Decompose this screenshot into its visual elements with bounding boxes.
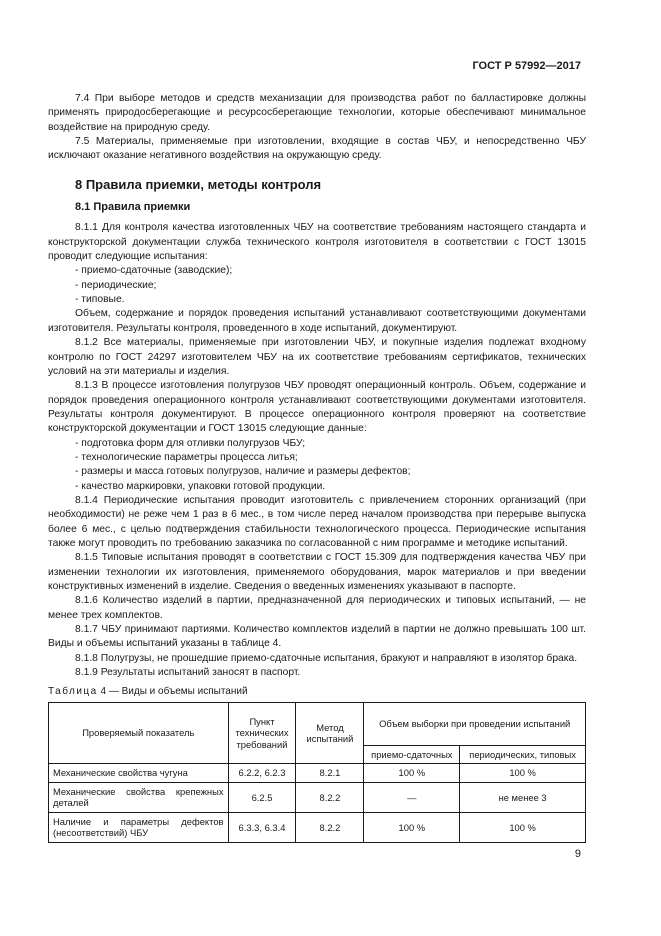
cell-periodic: 100 % [460, 812, 586, 842]
cell-acceptance: — [364, 782, 460, 812]
list-item: - технологические параметры процесса литья; [48, 451, 586, 465]
document-body [48, 92, 586, 843]
paragraph-8-1-1: 8.1.1 Для контроля качества изготовленных ЧБУ на соответствие требованиям настоящего стандарта и конструкторской документации служба технического контроля изготовителя в соответствии с ГОСТ 13015 проводит следующие испытания: [48, 222, 586, 263]
paragraph-8-1-4: 8.1.4 Периодические испытания проводит изготовитель с привлечением сторонних организаций (при необходимости) не реже чем 1 раз в 6 мес., в том числе перед началом производства при перерыве выпуска более 6 мес., с целью подтверждения стабильности технологического процесса. Периодические испытания также могут проводить по требованию заказчика по согласованной с ним программе и методике испытаний. [48, 494, 586, 549]
table-row [49, 812, 586, 842]
cell-indicator: Наличие и параметры дефектов (несоответствий) ЧБУ [49, 812, 229, 842]
list-item: - периодические; [48, 279, 586, 293]
table-caption-word: Таблица [48, 686, 98, 698]
paragraph-8-1-1-continued: Объем, содержание и порядок проведения испытаний устанавливают соответствующими документами изготовителя. Результаты контроля, проведенного в ходе испытаний, документируют. [48, 308, 586, 334]
tests-table [48, 702, 586, 843]
list-item: - типовые. [48, 293, 586, 307]
list-item: - приемо-сдаточные (заводские); [48, 264, 586, 278]
list-item: - качество маркировки, упаковки готовой продукции. [48, 480, 586, 494]
table-row [49, 764, 586, 783]
cell-clause: 6.2.5 [228, 782, 296, 812]
cell-periodic: не менее 3 [460, 782, 586, 812]
cell-clause: 6.2.2, 6.2.3 [228, 764, 296, 783]
header-clause: Пункт технических требований [228, 702, 296, 764]
header-acceptance: приемо-сдаточных [364, 745, 460, 764]
table-caption-text: 4 — Виды и объемы испытаний [100, 686, 248, 698]
table-row [49, 782, 586, 812]
table-caption [48, 685, 586, 699]
header-indicator: Проверяемый показатель [49, 702, 229, 764]
cell-periodic: 100 % [460, 764, 586, 783]
paragraph-8-1-7: 8.1.7 ЧБУ принимают партиями. Количество комплектов изделий в партии не должно превышать 100 шт. Виды и объемы испытаний указаны в таблице 4. [48, 624, 586, 650]
cell-clause: 6.3.3, 6.3.4 [228, 812, 296, 842]
paragraph-8-1-5: 8.1.5 Типовые испытания проводят в соответствии с ГОСТ 15.309 для подтверждения качества ЧБУ при изменении технологии их изготовления, применяемого оборудования, марок материалов и при введении конструктивных изменений в изделие. Сведения о введенных изменениях указывают в паспорте. [48, 552, 586, 592]
header-sample-size: Объем выборки при проведении испытаний [364, 702, 586, 745]
cell-indicator: Механические свойства чугуна [49, 764, 229, 783]
subsection-title: 8.1 Правила приемки [75, 201, 191, 214]
document-header: ГОСТ Р 57992—2017 [472, 60, 581, 72]
paragraph-8-1-6: 8.1.6 Количество изделий в партии, предназначенной для периодических и типовых испытаний, — не менее трех комплектов. [48, 595, 586, 621]
header-periodic: периодических, типовых [460, 745, 586, 764]
paragraph-7-4: 7.4 При выборе методов и средств механизации для производства работ по балластировке должны применять природосберегающие и ресурсосберегающие технологии, которые обеспечивают минимальное воздействие на природную среду. [48, 93, 586, 133]
cell-method: 8.2.1 [296, 764, 364, 783]
table-header-row [49, 702, 586, 745]
paragraph-8-1-9: 8.1.9 Результаты испытаний заносят в паспорт. [75, 667, 301, 679]
page-number: 9 [574, 848, 581, 860]
list-item: - размеры и масса готовых полугрузов, наличие и размеры дефектов; [48, 465, 586, 479]
paragraph-8-1-2: 8.1.2 Все материалы, применяемые при изготовлении ЧБУ, и покупные изделия подлежат входному контролю по ГОСТ 24297 изготовителем ЧБУ на их соответствие требованиям сертификатов, технических условий на эти материалы и изделия. [48, 337, 586, 377]
section-title: 8 Правила приемки, методы контроля [75, 176, 322, 192]
cell-method: 8.2.2 [296, 812, 364, 842]
list-item: - подготовка форм для отливки полугрузов ЧБУ; [48, 437, 586, 451]
paragraph-8-1-3: 8.1.3 В процессе изготовления полугрузов ЧБУ проводят операционный контроль. Объем, содержание и порядок проведения операционного контроля устанавливают соответствующими документами изготовителя. Результаты контроля документируют. В процессе операционного контроля проверяют на соответствие конструкторской документации и ГОСТ 13015 следующие данные: [48, 380, 586, 435]
cell-indicator: Механические свойства крепежных деталей [49, 782, 229, 812]
header-method: Метод испытаний [296, 702, 364, 764]
cell-acceptance: 100 % [364, 764, 460, 783]
paragraph-8-1-8: 8.1.8 Полугрузы, не прошедшие приемо-сдаточные испытания, бракуют и направляют в изолятор брака. [75, 652, 578, 664]
cell-method: 8.2.2 [296, 782, 364, 812]
cell-acceptance: 100 % [364, 812, 460, 842]
paragraph-7-5: 7.5 Материалы, применяемые при изготовлении, входящие в состав ЧБУ, и непосредственно ЧБУ исключают оказание негативного воздействия на окружающую среду. [48, 136, 586, 162]
